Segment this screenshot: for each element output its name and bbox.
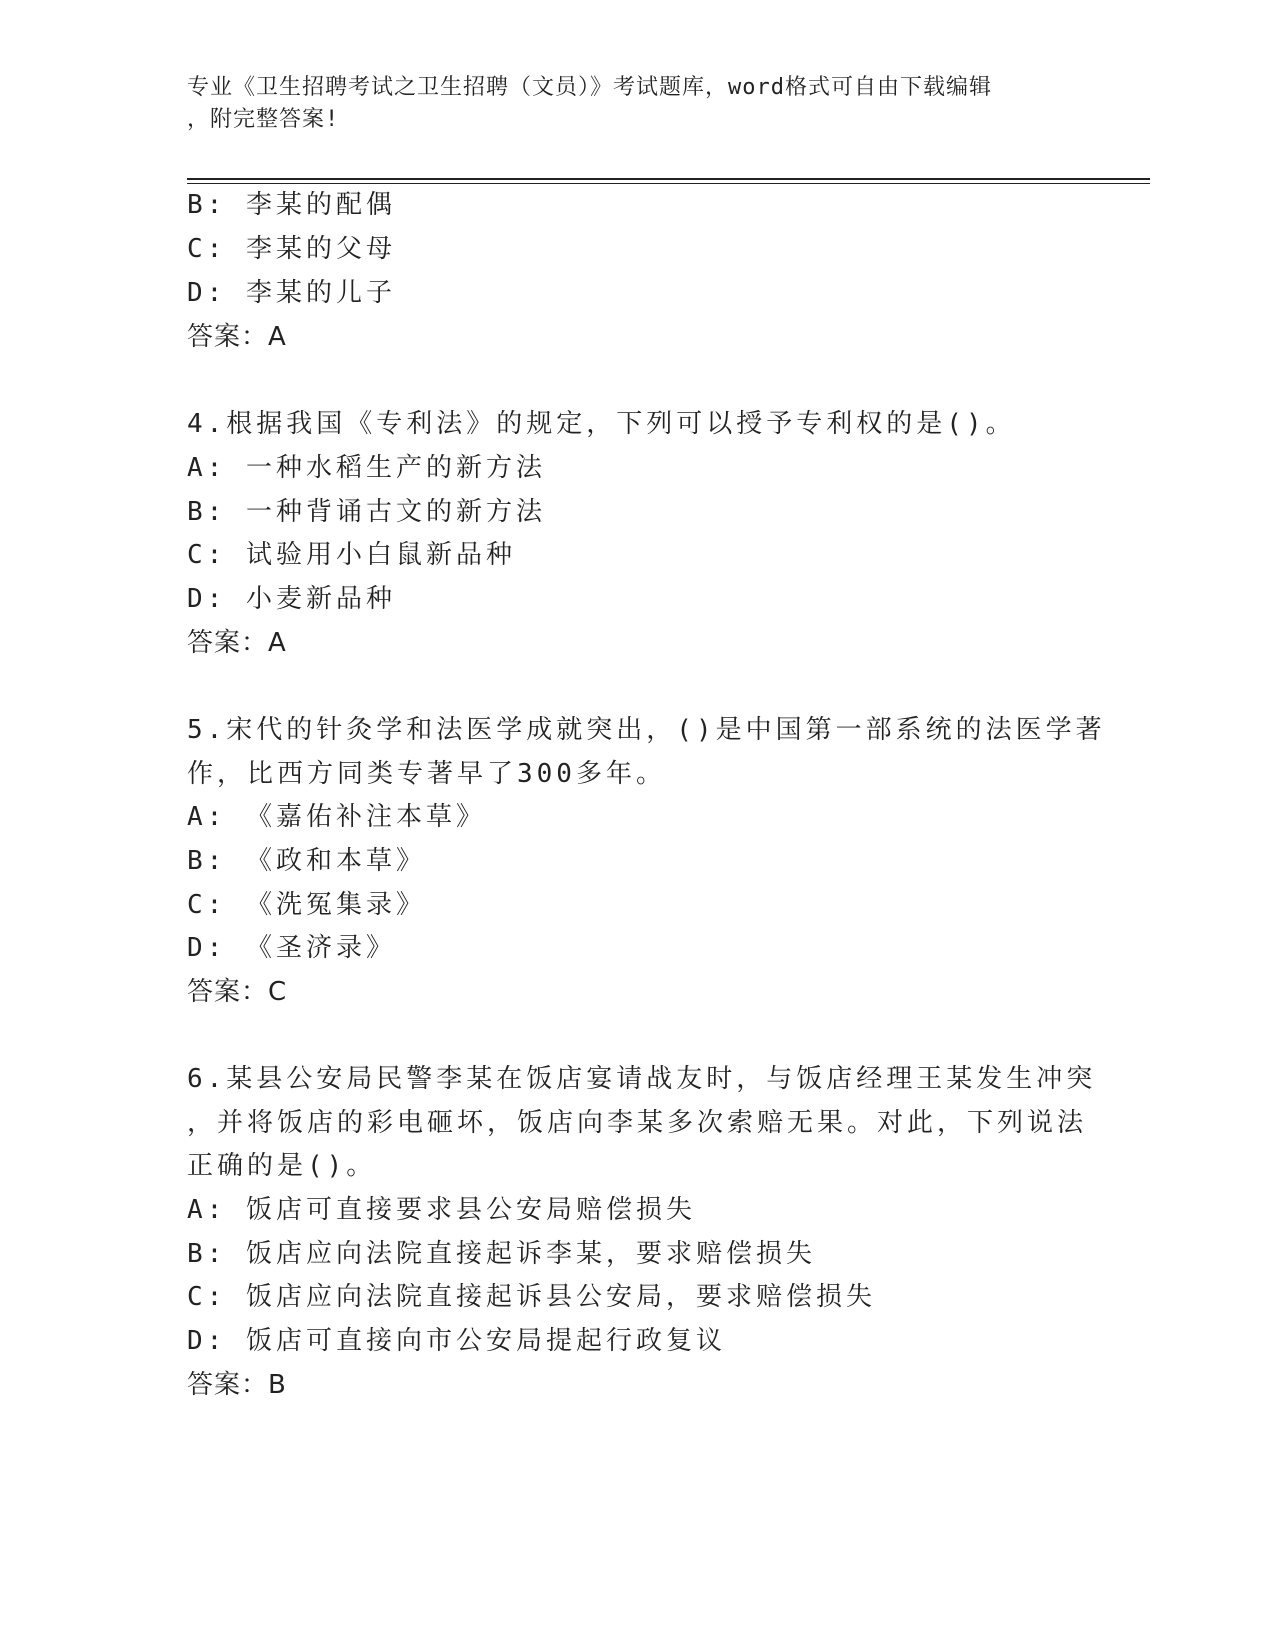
q3-option-d: D: 李某的儿子 (187, 278, 396, 308)
page-header (187, 72, 1067, 136)
q4-option-b: B: 一种背诵古文的新方法 (187, 497, 546, 527)
q4-option-c: C: 试验用小白鼠新品种 (187, 540, 516, 570)
q5-stem-line-2: 作，比西方同类专著早了300多年。 (187, 759, 666, 789)
q5-option-b: B: 《政和本草》 (187, 846, 426, 876)
q6-stem-line-3: 正确的是()。 (187, 1151, 377, 1181)
q6-option-d: D: 饭店可直接向市公安局提起行政复议 (187, 1326, 726, 1356)
header-divider-thick (187, 178, 1150, 180)
header-title-line-2: ，附完整答案! (187, 107, 340, 132)
q5-option-a: A: 《嘉佑补注本草》 (187, 802, 486, 832)
q5-answer: 答案：C (187, 977, 288, 1007)
q3-answer: 答案：A (187, 322, 287, 352)
q5-option-d: D: 《圣济录》 (187, 933, 396, 963)
q4-option-d: D: 小麦新品种 (187, 584, 396, 614)
q5-option-c: C: 《洗冤集录》 (187, 890, 426, 920)
q6-option-c: C: 饭店应向法院直接起诉县公安局，要求赔偿损失 (187, 1282, 876, 1312)
q6-stem-line-2: ，并将饭店的彩电砸坏，饭店向李某多次索赔无果。对此，下列说法 (187, 1108, 1088, 1138)
q6-option-a: A: 饭店可直接要求县公安局赔偿损失 (187, 1195, 696, 1225)
q4-option-a: A: 一种水稻生产的新方法 (187, 453, 546, 483)
q6-stem-line-1: 6.某县公安局民警李某在饭店宴请战友时，与饭店经理王某发生冲突 (187, 1064, 1097, 1094)
header-title-line-1: 专业《卫生招聘考试之卫生招聘（文员）》考试题库，word格式可自由下载编辑 (187, 75, 992, 100)
q4-answer: 答案：A (187, 628, 287, 658)
q4-stem-line-1: 4.根据我国《专利法》的规定，下列可以授予专利权的是()。 (187, 409, 1016, 439)
q5-stem-line-1: 5.宋代的针灸学和法医学成就突出，()是中国第一部系统的法医学著 (187, 715, 1106, 745)
header-divider-thin (187, 183, 1150, 184)
q3-option-b: B: 李某的配偶 (187, 190, 396, 220)
q6-answer: 答案：B (187, 1370, 287, 1400)
q3-option-c: C: 李某的父母 (187, 234, 396, 264)
q6-option-b: B: 饭店应向法院直接起诉李某，要求赔偿损失 (187, 1239, 816, 1269)
